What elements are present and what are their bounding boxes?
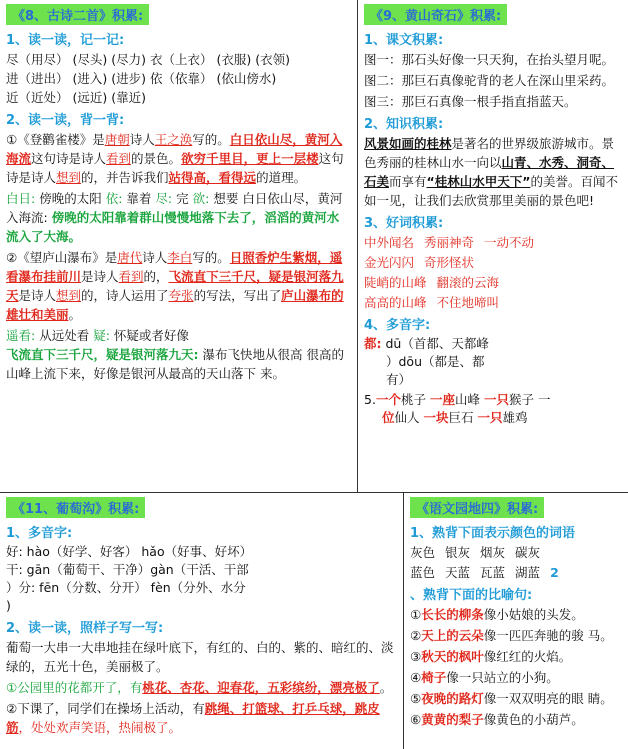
color-word: 蓝色 (410, 565, 436, 580)
good-word: 不住地啼叫 (436, 295, 500, 310)
note-term: 白日: (6, 191, 36, 206)
note-def: 想要 (213, 191, 239, 206)
polyphone-line: ) (6, 598, 11, 613)
word: 依（依靠） (150, 71, 213, 86)
note-def: 完 (176, 191, 189, 206)
noun: 桃子 (400, 392, 426, 407)
num: ④ (410, 670, 422, 685)
measure-words (364, 391, 622, 427)
heading-knowledge: 2、知识积累: (364, 117, 444, 132)
note-def: 靠着 (126, 191, 152, 206)
text: 。 (379, 680, 393, 695)
keyword: “桂林山水甲天下” (426, 174, 531, 189)
good-word: 金光闪闪 (364, 255, 415, 270)
text: 像一匹匹奔驰的骏 马。 (483, 628, 613, 643)
text: 像红红的火焰。 (483, 649, 572, 664)
num: ③ (410, 649, 422, 664)
good-words-row (364, 233, 622, 252)
note-def: 从远处看 (39, 328, 90, 343)
section-huangshan (357, 0, 628, 492)
text: 像黄色的小葫芦。 (483, 712, 584, 727)
word: (衣服) (216, 52, 252, 67)
word: 尽（用尽） (6, 52, 69, 67)
text: 是诗人 (18, 288, 57, 303)
note-term: 白日依山尽，黄河入海流: (6, 191, 343, 225)
keyword: 夸张 (168, 288, 194, 303)
note-def: 傍晚的太阳靠着群山慢慢地落下去了，滔滔的黄河水流入了大海。 (6, 210, 340, 244)
colors-row (410, 563, 622, 582)
good-word: 奇形怪状 (424, 255, 475, 270)
note-term: 疑: (93, 328, 110, 343)
poet: 王之涣 (154, 132, 193, 147)
text: ，处处欢声笑语，热闹极了。 (18, 720, 182, 735)
subject: 长长的柳条 (421, 607, 484, 622)
knowledge-paragraph (364, 134, 622, 210)
heading-similes: 、熟背下面的比喻句: (410, 588, 533, 603)
note-term: 欲: (192, 191, 210, 206)
text: 像一只站立的小狗。 (446, 670, 559, 685)
good-word: 高高的山峰 (364, 295, 427, 310)
note-def: 怀疑或者好像 (113, 328, 189, 343)
word: (进入) (72, 71, 108, 86)
word: (进步) (111, 71, 147, 86)
good-words-row (364, 253, 622, 272)
heading-good-words: 3、好词积累: (364, 216, 444, 231)
text: 像一双双明亮的眼 睛。 (483, 691, 613, 706)
reading: dū（首都、天都峰 (385, 336, 489, 351)
section-title: 《8、古诗二首》积累: (6, 4, 149, 25)
text: 是著名的世界级旅游城市。景色秀丽的桂林山水一向以 (364, 136, 615, 170)
word: (尽力) (111, 52, 147, 67)
color-word: 瓦蓝 (480, 565, 506, 580)
text: ①《登鹳雀楼》是 (6, 132, 105, 147)
keyword: 看到 (106, 151, 132, 166)
note-term: 飞流直下三千尺，疑是银河落九天: (6, 347, 199, 362)
picture-line: 图三：那巨石真像一根手指直指蓝天。 (364, 94, 577, 109)
text: 写的。 (192, 132, 230, 147)
dynasty: 唐代 (117, 250, 143, 265)
dynasty: 唐朝 (104, 132, 130, 147)
picture-line: 图二：那巨石真像驼背的老人在深山里采药。 (364, 73, 615, 88)
simile-item (410, 605, 622, 624)
text: ②《望庐山瀑布》是 (6, 250, 118, 265)
noun: 仙人 (394, 410, 420, 425)
word: (衣领) (255, 52, 291, 67)
num: ⑥ (410, 712, 422, 727)
section-grape-valley (0, 492, 403, 749)
poet: 李白 (167, 250, 193, 265)
measure: 位 (382, 410, 395, 425)
section-title: 《语文园地四》积累: (410, 497, 544, 518)
good-word: 秀丽神奇 (424, 235, 475, 250)
answer: 跳绳、打篮球、打乒乓球，跳皮筋 (6, 701, 380, 735)
color-word: 碳灰 (515, 545, 541, 560)
text: 诗人 (129, 132, 155, 147)
measure: 一只 (483, 392, 509, 407)
poem-line: 日照香炉生紫烟，遥看瀑布挂前川 (6, 250, 343, 284)
noun: 巨石 (448, 410, 474, 425)
note-term: 尽: (155, 191, 173, 206)
noun: 雄鸡 (502, 410, 528, 425)
measure: 一只 (477, 410, 503, 425)
poem-1-paragraph (6, 130, 351, 187)
colors-row (410, 543, 622, 562)
text: 5. (364, 392, 376, 407)
word: (靠近) (111, 90, 147, 105)
noun: 猴子 (508, 392, 534, 407)
noun: 山峰 (454, 392, 480, 407)
simile-item (410, 668, 622, 687)
num: ① (410, 607, 422, 622)
text: ②下课了，同学们在操场上活动，有 (6, 701, 205, 716)
measure: 一个 (375, 392, 401, 407)
text: 诗人 (142, 250, 168, 265)
measure: 一座 (429, 392, 455, 407)
lesson: 站得高，看得远 (168, 170, 257, 185)
good-words-row (364, 293, 622, 312)
answer-1 (6, 678, 397, 697)
section-title: 《11、葡萄沟》积累: (6, 497, 145, 518)
text: 的，并告诉我们 (81, 170, 169, 185)
heading-text: 1、课文积累: (364, 33, 444, 48)
picture-line: 图一：那石头好像一只天狗，在抬头望月呢。 (364, 52, 615, 67)
good-word: 中外闻名 (364, 235, 415, 250)
note-term: 遥看: (6, 328, 36, 343)
color-word: 天蓝 (445, 565, 471, 580)
color-word: 灰色 (410, 545, 436, 560)
text: 这句诗是诗人 (6, 151, 344, 185)
text: 。 (68, 307, 82, 322)
subject: 椅子 (421, 670, 447, 685)
text: 的美誉。百闻不如一见，让我们去欣赏那里美丽的景色吧! (364, 174, 618, 208)
example-sentence: 葡萄一大串一大串地挂在绿叶底下，有红的、白的、紫的、暗红的、淡绿的，五光十色，美丽极了。 (6, 640, 394, 674)
keyword: 看到 (118, 269, 144, 284)
measure: 一块 (423, 410, 449, 425)
text: 像小姑娘的头发。 (483, 607, 584, 622)
text: 的，诗人运用了 (81, 288, 169, 303)
simile-item (410, 710, 622, 729)
word: (依山傍水) (216, 71, 277, 86)
poem-line: 白日依山尽，黄河入海流 (6, 132, 343, 166)
good-words-row (364, 273, 622, 292)
word: 近（近处） (6, 90, 69, 105)
answer: 桃花、杏花、迎春花，五彩缤纷，漂亮极了 (142, 680, 380, 695)
simile-item (410, 626, 622, 645)
keyword: 山青、水秀、洞奇、石美 (364, 155, 615, 189)
polyphone-dou (364, 335, 622, 389)
text: 这句诗是诗人 (31, 151, 107, 166)
subject: 黄黄的梨子 (421, 712, 484, 727)
word: (尽头) (72, 52, 108, 67)
reading: 有） (386, 372, 412, 387)
heading-polyphone: 4、多音字: (364, 318, 431, 333)
color-word: 烟灰 (480, 545, 506, 560)
heading-recite: 2、读一读，背一背: (6, 113, 125, 128)
note-def: 傍晚的太阳 (39, 191, 102, 206)
reading: ）dōu（都是、都 (386, 354, 485, 369)
text: 写的。 (192, 250, 230, 265)
measure: 一 (537, 392, 551, 407)
num: ⑤ (410, 691, 422, 706)
simile-item (410, 647, 622, 666)
poem-2-notes (6, 326, 351, 383)
poem-1-notes (6, 189, 351, 246)
heading-polyphone: 1、多音字: (6, 526, 73, 541)
poem-2-paragraph (6, 248, 351, 324)
text: ①公园里的花都开了，有 (6, 680, 143, 695)
section-poems (0, 0, 357, 492)
poem-line: 飞流直下三千尺，疑是银河落九天 (6, 269, 344, 303)
polyphone-line: 干: gān（葡萄干、干净）gàn（干活、干部 (6, 562, 249, 577)
number: 2 (550, 565, 559, 580)
keyword: 想到 (56, 288, 82, 303)
poem-line: 欲穷千里目，更上一层楼 (181, 151, 319, 166)
text: 而享有 (389, 174, 427, 189)
polyphone-line: ）分: fēn（分数、分开） fèn（分外、水分 (6, 580, 246, 595)
answer-2 (6, 699, 397, 737)
word: (远近) (72, 90, 108, 105)
heading-colors: 1、熟背下面表示颜色的词语 (410, 526, 576, 541)
color-word: 湖蓝 (515, 565, 541, 580)
text: 的写法，写出了 (193, 288, 282, 303)
heading-imitate: 2、读一读，照样子写一写: (6, 621, 164, 636)
num: ② (410, 628, 422, 643)
section-garden-4 (403, 492, 628, 749)
subject: 秋天的枫叶 (421, 649, 484, 664)
keyword: 想到 (56, 170, 82, 185)
text: 的道理。 (256, 170, 307, 185)
word-list (6, 50, 351, 107)
color-word: 银灰 (445, 545, 471, 560)
text: 是诗人 (81, 269, 119, 284)
subject: 天上的云朵 (421, 628, 484, 643)
char: 都: (364, 336, 382, 351)
text: 的景色。 (131, 151, 182, 166)
good-word: 陡峭的山峰 (364, 275, 427, 290)
note-term: 依: (105, 191, 123, 206)
text: 的， (143, 269, 169, 284)
heading-read-remember: 1、读一读，记一记: (6, 33, 125, 48)
keyword: 风景如画的桂林 (364, 136, 452, 151)
scene: 庐山瀑布的雄壮和美丽 (6, 288, 344, 322)
polyphone-line: 好: hào（好学、好客） hǎo（好事、好坏） (6, 544, 253, 559)
good-word: 翻滚的云海 (436, 275, 500, 290)
word: 进（进出） (6, 71, 69, 86)
note-def: 瀑布飞快地从很高 很高的山峰上流下来，好像是银河从最高的天山落下 来。 (6, 347, 344, 381)
simile-item (410, 689, 622, 708)
section-title: 《9、黄山奇石》积累: (364, 4, 507, 25)
good-word: 一动不动 (484, 235, 535, 250)
word: 衣（上衣） (150, 52, 213, 67)
subject: 夜晚的路灯 (421, 691, 484, 706)
